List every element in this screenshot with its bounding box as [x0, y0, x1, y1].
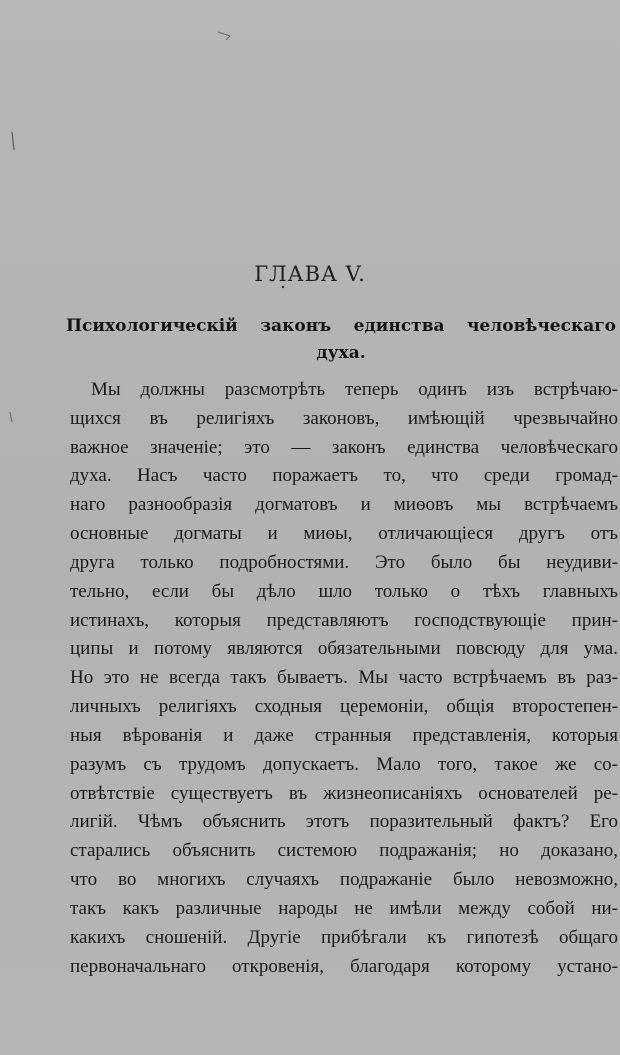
text-line: что во многихъ случаяхъ подражаніе было невозможно,: [70, 869, 618, 891]
text-line: духа. Насъ часто поражаетъ то, что среди громад-: [70, 465, 618, 487]
text-line: щихся въ религіяхъ законовъ, имѣющій чрезвычайно: [70, 407, 618, 429]
text-line: важное значеніе; это — законъ единства человѣческаго: [70, 436, 618, 458]
text-line: какихъ сношеній. Другіе прибѣгали къ гипотезѣ общаго: [70, 926, 618, 948]
text-line: друга только подробностями. Это было бы неудиви-: [70, 551, 618, 573]
text-line: отвѣтствіе существуетъ въ жизнеописаніяхъ основателей ре-: [70, 782, 618, 804]
text-line: тельно, если бы дѣло шло только о тѣхъ главныхъ: [70, 580, 618, 602]
chapter-title: ГЛАВА V.: [254, 262, 366, 286]
text-line: Но это не всегда такъ бываетъ. Мы часто встрѣчаемъ въ раз-: [70, 667, 618, 689]
text-line: старались объяснить системою подражанія; но доказано,: [70, 840, 618, 862]
scan-speck: [10, 412, 12, 422]
scan-speck: [12, 132, 14, 150]
section-heading: Психологическій законъ единства человѣческаго духа.: [66, 316, 616, 363]
text-line: личныхъ религіяхъ сходныя церемоніи, общія второстепен-: [70, 696, 618, 718]
text-line: ныя вѣрованія и даже странныя представленія, которыя: [70, 724, 618, 746]
scan-speck: [218, 32, 230, 40]
text-line: лигій. Чѣмъ объяснить этотъ поразительный фактъ? Его: [70, 811, 618, 833]
text-line: истинахъ, которыя представляютъ господствующіе прин-: [70, 609, 618, 631]
body-paragraph: [70, 376, 618, 981]
text-line: ципы и потому являются обязательными повсюду для ума.: [70, 638, 618, 660]
text-line: Мы должны разсмотрѣть теперь одинъ изъ встрѣчаю-: [91, 379, 618, 400]
text-line: первоначальнаго откровенія, благодаря которому устано-: [70, 955, 618, 977]
scan-speck: [282, 286, 284, 288]
text-line: наго разнообразія догматовъ и миѳовъ мы встрѣчаемъ: [70, 494, 618, 516]
text-line: разумъ съ трудомъ допускаетъ. Мало того, такое же со-: [70, 753, 618, 775]
text-line: основные догматы и миѳы, отличающіеся другъ отъ: [70, 523, 618, 545]
text-line: такъ какъ различные народы не имѣли между собой ни-: [70, 897, 618, 919]
